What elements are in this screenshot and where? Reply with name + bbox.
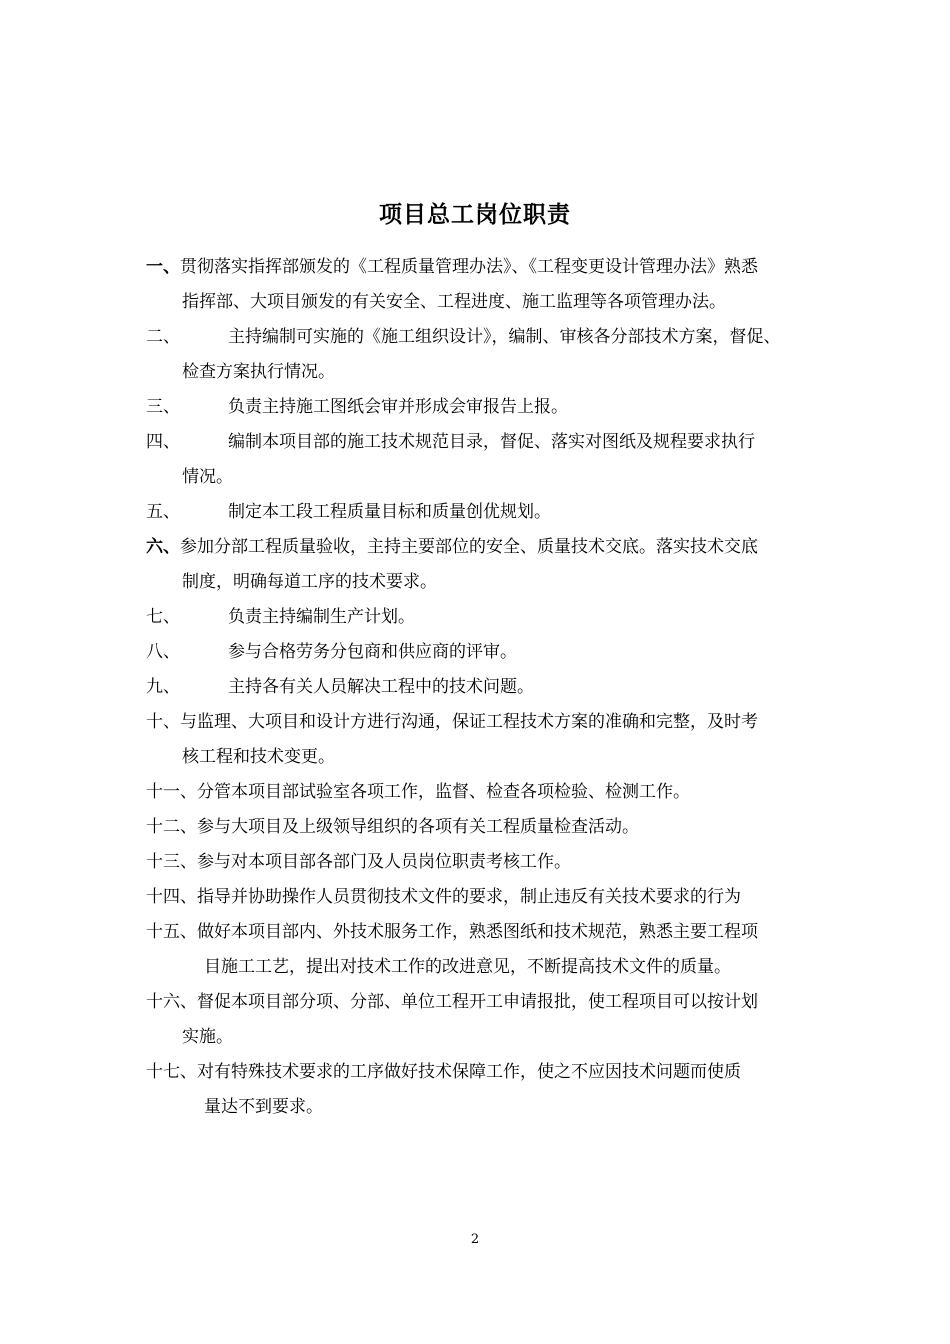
item-text: 参与对本项目部各部门及人员岗位职责考核工作。 <box>197 852 571 872</box>
list-item-10-continued <box>146 740 810 775</box>
page-number: 2 <box>470 1232 480 1247</box>
list-item-6 <box>146 530 810 565</box>
item-number: 十、 <box>146 712 180 732</box>
item-text: 指导并协助操作人员贯彻技术文件的要求，制止违反有关技术要求的行为 <box>197 887 741 907</box>
list-item-12 <box>146 810 810 845</box>
item-text: 核工程和技术变更。 <box>182 747 335 767</box>
item-text: 对有特殊技术要求的工序做好技术保障工作，使之不应因技术问题而使质 <box>197 1062 741 1082</box>
item-number: 九、 <box>146 677 180 697</box>
list-item-13 <box>146 845 810 880</box>
list-item-9 <box>146 670 810 705</box>
item-number: 一、 <box>146 257 180 277</box>
item-text: 与监理、大项目和设计方进行沟通，保证工程技术方案的准确和完整，及时考 <box>180 712 758 732</box>
item-text: 参加分部工程质量验收，主持主要部位的安全、质量技术交底。落实技术交底 <box>180 537 758 557</box>
item-text: 督促本项目部分项、分部、单位工程开工申请报批，使工程项目可以按计划 <box>197 992 758 1012</box>
item-text: 参与合格劳务分包商和供应商的评审。 <box>228 642 517 662</box>
list-item-6-continued <box>146 565 810 600</box>
list-item-2 <box>146 320 810 355</box>
list-item-8 <box>146 635 810 670</box>
item-number: 十四、 <box>146 887 197 907</box>
item-text: 做好本项目部内、外技术服务工作，熟悉图纸和技术规范，熟悉主要工程项 <box>197 922 758 942</box>
list-item-1-continued <box>146 285 810 320</box>
item-text: 检查方案执行情况。 <box>182 362 335 382</box>
list-item-3 <box>146 390 810 425</box>
item-text: 分管本项目部试验室各项工作，监督、检查各项检验、检测工作。 <box>197 782 690 802</box>
list-item-4-continued <box>146 460 810 495</box>
item-text: 参与大项目及上级领导组织的各项有关工程质量检查活动。 <box>197 817 639 837</box>
item-number: 十七、 <box>146 1062 197 1082</box>
list-item-10 <box>146 705 810 740</box>
item-text: 贯彻落实指挥部颁发的《工程质量管理办法》、《工程变更设计管理办法》熟悉 <box>180 257 758 277</box>
list-item-15 <box>146 915 810 950</box>
list-item-14 <box>146 880 810 915</box>
list-item-5 <box>146 495 810 530</box>
item-text: 制定本工段工程质量目标和质量创优规划。 <box>228 502 551 522</box>
list-item-4 <box>146 425 810 460</box>
item-text: 主持各有关人员解决工程中的技术问题。 <box>228 677 534 697</box>
item-text: 指挥部、大项目颁发的有关安全、工程进度、施工监理等各项管理办法。 <box>182 292 726 312</box>
item-number: 三、 <box>146 397 180 417</box>
list-item-7 <box>146 600 810 635</box>
page-title: 项目总工岗位职责 <box>379 202 571 228</box>
item-number: 五、 <box>146 502 180 522</box>
item-text: 情况。 <box>182 467 233 487</box>
list-item-15-continued <box>146 950 810 985</box>
list-item-16 <box>146 985 810 1020</box>
item-number: 二、 <box>146 327 180 347</box>
item-text: 编制本项目部的施工技术规范目录，督促、落实对图纸及规程要求执行 <box>228 432 755 452</box>
item-number: 十一、 <box>146 782 197 802</box>
list-item-17 <box>146 1055 810 1090</box>
list-item-1 <box>146 250 810 285</box>
item-number: 四、 <box>146 432 180 452</box>
item-text: 量达不到要求。 <box>204 1097 323 1117</box>
duty-list <box>146 250 810 1125</box>
item-number: 六、 <box>146 537 180 557</box>
item-number: 十五、 <box>146 922 197 942</box>
item-text: 主持编制可实施的《施工组织设计》，编制、审核各分部技术方案，督促、 <box>228 327 781 347</box>
item-number: 十二、 <box>146 817 197 837</box>
list-item-11 <box>146 775 810 810</box>
list-item-16-continued <box>146 1020 810 1055</box>
list-item-17-continued <box>146 1090 810 1125</box>
item-text: 目施工工艺，提出对技术工作的改进意见，不断提高技术文件的质量。 <box>204 957 731 977</box>
item-text: 实施。 <box>182 1027 233 1047</box>
list-item-2-continued <box>146 355 810 390</box>
item-number: 七、 <box>146 607 180 627</box>
item-number: 十三、 <box>146 852 197 872</box>
item-number: 十六、 <box>146 992 197 1012</box>
item-number: 八、 <box>146 642 180 662</box>
item-text: 负责主持编制生产计划。 <box>228 607 415 627</box>
item-text: 制度，明确每道工序的技术要求。 <box>182 572 437 592</box>
item-text: 负责主持施工图纸会审并形成会审报告上报。 <box>228 397 568 417</box>
